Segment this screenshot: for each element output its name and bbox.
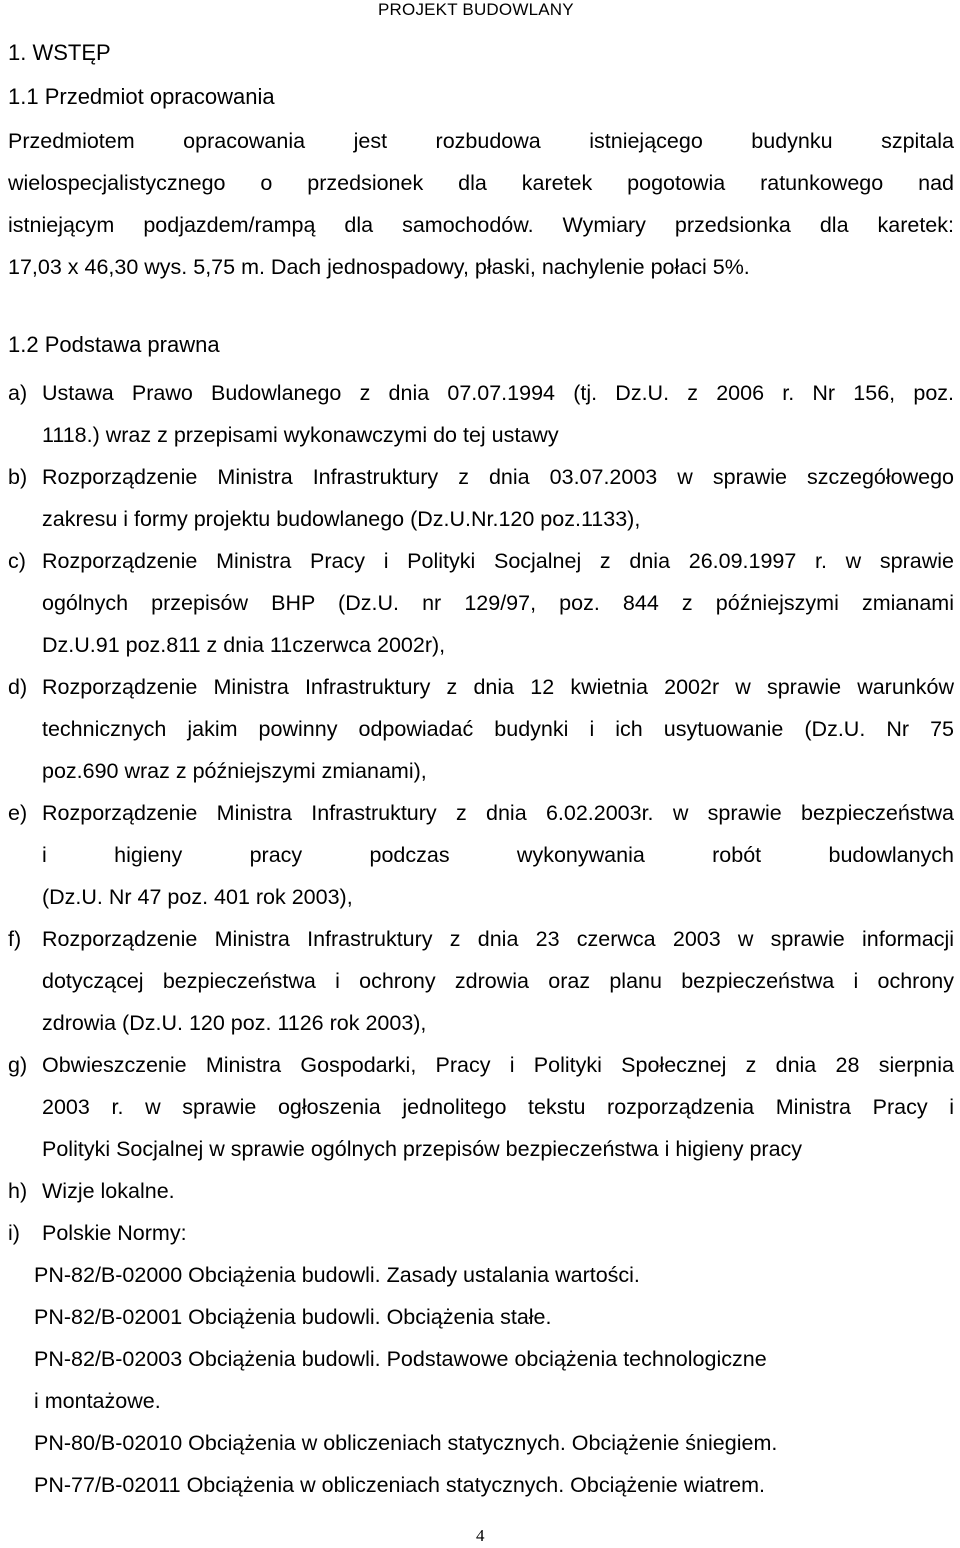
list-item — [8, 1212, 954, 1254]
list-item-line: Ustawa Prawo Budowlanego z dnia 07.07.1994 (tj. Dz.U. z 2006 r. Nr 156, poz. — [42, 381, 954, 405]
list-item — [8, 372, 954, 456]
norm-entry: PN-82/B-02003 Obciążenia budowli. Podstawowe obciążenia technologiczne — [34, 1347, 767, 1371]
list-item — [8, 792, 954, 918]
list-item — [8, 1170, 954, 1212]
norm-entry: PN-77/B-02011 Obciążenia w obliczeniach statycznych. Obciążenie wiatrem. — [34, 1473, 765, 1497]
list-item — [8, 540, 954, 666]
section-heading-1-1: 1.1 Przedmiot opracowania — [8, 84, 275, 109]
list-item-label: a) — [8, 381, 28, 405]
norm-entry: PN-82/B-02001 Obciążenia budowli. Obciążenia stałe. — [34, 1305, 552, 1329]
list-item-line: zdrowia (Dz.U. 120 poz. 1126 rok 2003), — [42, 1011, 427, 1035]
section-heading-1-2: 1.2 Podstawa prawna — [8, 332, 220, 357]
list-item-line: Rozporządzenie Ministra Infrastruktury z dnia 6.02.2003r. w sprawie bezpieczeństwa — [42, 801, 954, 825]
list-item-line: 2003 r. w sprawie ogłoszenia jednolitego tekstu rozporządzenia Ministra Pracy i — [42, 1095, 954, 1119]
list-item-label: f) — [8, 927, 22, 951]
list-item-label: h) — [8, 1179, 28, 1203]
norm-entry: i montażowe. — [34, 1389, 161, 1413]
intro-line: Przedmiotem opracowania jest rozbudowa istniejącego budynku szpitala — [8, 129, 954, 153]
intro-line: istniejącym podjazdem/rampą dla samochodów. Wymiary przedsionka dla karetek: — [8, 213, 954, 237]
list-item-line: Rozporządzenie Ministra Pracy i Polityki Socjalnej z dnia 26.09.1997 r. w sprawie — [42, 549, 954, 573]
list-item-line: Rozporządzenie Ministra Infrastruktury z dnia 03.07.2003 w sprawie szczegółowego — [42, 465, 954, 489]
section-heading-1: 1. WSTĘP — [8, 40, 111, 65]
norm-entry: PN-82/B-02000 Obciążenia budowli. Zasady ustalania wartości. — [34, 1263, 640, 1287]
list-item-label: d) — [8, 675, 28, 699]
list-item-line: Polskie Normy: — [42, 1221, 187, 1245]
list-item-line: ogólnych przepisów BHP (Dz.U. nr 129/97, poz. 844 z późniejszymi zmianami — [42, 591, 954, 615]
list-item-line: Polityki Socjalnej w sprawie ogólnych przepisów bezpieczeństwa i higieny pracy — [42, 1137, 803, 1161]
list-item-label: e) — [8, 801, 28, 825]
document-header: PROJEKT BUDOWLANY — [378, 0, 574, 19]
list-item — [8, 666, 954, 792]
list-item-label: g) — [8, 1053, 28, 1077]
list-item-line: (Dz.U. Nr 47 poz. 401 rok 2003), — [42, 885, 353, 909]
list-item-line: technicznych jakim powinny odpowiadać budynki i ich usytuowanie (Dz.U. Nr 75 — [42, 717, 954, 741]
list-item-label: i) — [8, 1221, 20, 1245]
list-item — [8, 918, 954, 1044]
legal-basis-list — [8, 372, 954, 1506]
norm-entry: PN-80/B-02010 Obciążenia w obliczeniach statycznych. Obciążenie śniegiem. — [34, 1431, 778, 1455]
page-number: 4 — [476, 1526, 485, 1545]
list-item-line: Obwieszczenie Ministra Gospodarki, Pracy i Polityki Społecznej z dnia 28 sierpnia — [42, 1053, 954, 1077]
list-item-label: b) — [8, 465, 28, 489]
list-item-line: 1118.) wraz z przepisami wykonawczymi do tej ustawy — [42, 423, 559, 447]
intro-line: wielospecjalistycznego o przedsionek dla karetek pogotowia ratunkowego nad — [8, 171, 954, 195]
list-item-line: dotyczącej bezpieczeństwa i ochrony zdrowia oraz planu bezpieczeństwa i ochrony — [42, 969, 954, 993]
list-item-label: c) — [8, 549, 26, 573]
intro-paragraph — [8, 120, 954, 288]
list-item-line: Rozporządzenie Ministra Infrastruktury z dnia 23 czerwca 2003 w sprawie informacji — [42, 927, 954, 951]
list-item-line: Dz.U.91 poz.811 z dnia 11czerwca 2002r), — [42, 633, 446, 657]
list-item-line: zakresu i formy projektu budowlanego (Dz.U.Nr.120 poz.1133), — [42, 507, 641, 531]
intro-line: 17,03 x 46,30 wys. 5,75 m. Dach jednospadowy, płaski, nachylenie połaci 5%. — [8, 255, 750, 279]
norms-list — [8, 1254, 954, 1506]
list-item-line: Wizje lokalne. — [42, 1179, 175, 1203]
list-item-line: poz.690 wraz z późniejszymi zmianami), — [42, 759, 427, 783]
list-item — [8, 456, 954, 540]
list-item-line: Rozporządzenie Ministra Infrastruktury z dnia 12 kwietnia 2002r w sprawie warunków — [42, 675, 954, 699]
list-item-line: i higieny pracy podczas wykonywania robót budowlanych — [42, 843, 954, 867]
list-item — [8, 1044, 954, 1170]
